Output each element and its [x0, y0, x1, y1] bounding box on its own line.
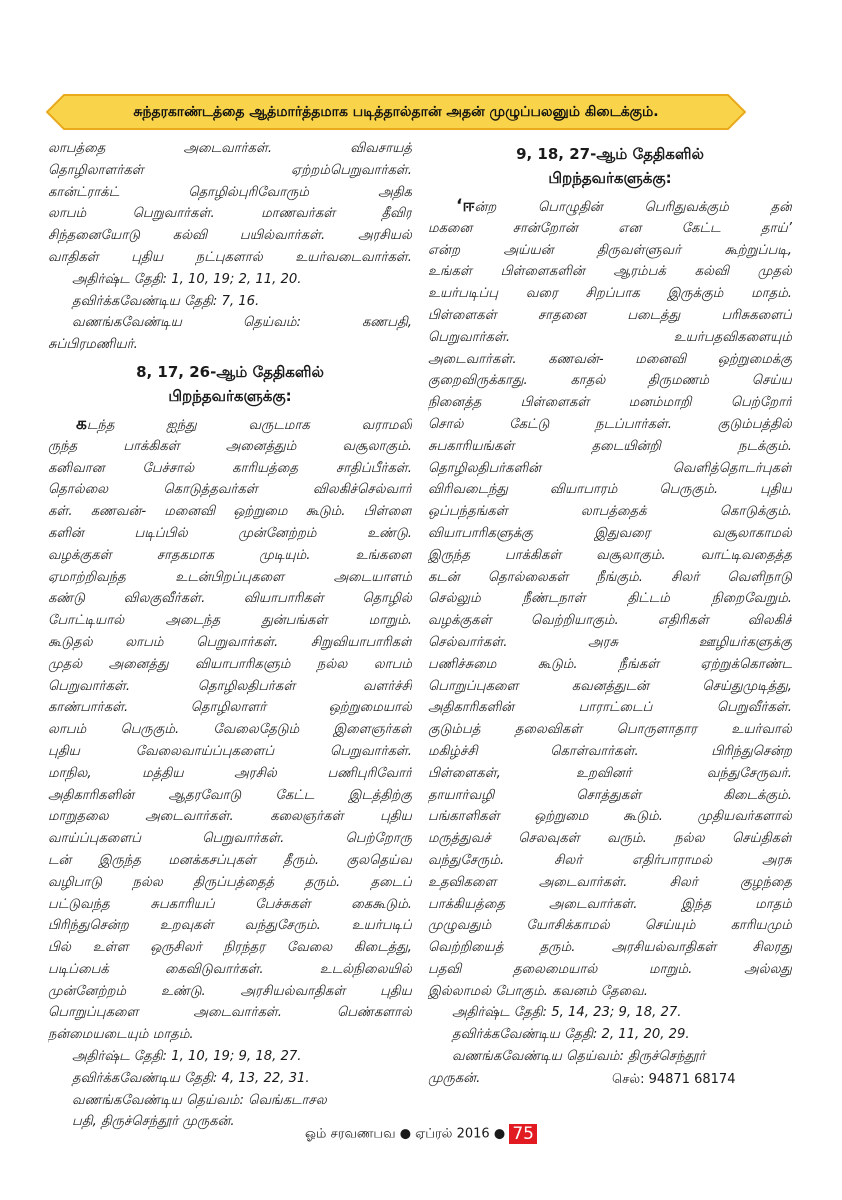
info-line: தவிர்க்கவேண்டிய தேதி: 7, 16. [72, 293, 260, 309]
heading-line: பிறந்தவர்களுக்கு: [168, 386, 292, 405]
line-text: பட்டுவந்த சுபகாரியப் பேச்சுகள் கைகூடும். [48, 896, 412, 912]
text-line [48, 1002, 412, 1024]
text-line: வாதிகள் புதிய நட்புகளால் உயர்வடைவார்கள். [48, 249, 412, 265]
text-line [48, 959, 412, 981]
text-line [48, 479, 412, 501]
line-text: பதவி தலைமையால் மாறும். அல்லது [428, 961, 792, 977]
line-text: வழக்குகள் சாதகமாக முடியும். உங்களை [48, 547, 412, 563]
right-column [428, 138, 792, 1090]
info-line: பதி, திருச்செந்தூர் முருகன். [72, 1114, 235, 1130]
info-line: வணங்கவேண்டிய தெய்வம்: திருச்செந்தூர் [452, 1049, 706, 1065]
line-text: டந்த ஐந்து வருடமாக வராமலி [86, 417, 412, 433]
text-line [48, 719, 412, 741]
text-line [48, 588, 412, 610]
text-line [428, 894, 792, 916]
line-text: ன்ற பொழுதின் பெரிதுவக்கும் தன் [474, 200, 792, 215]
line-text: இருந்த பாக்கிகள் வசூலாகும். வாட்டிவதைத்த [428, 547, 792, 563]
line-text: உதவிகளை அடைவார்கள். சிலர் குழந்தை [428, 874, 792, 890]
line-text: கண்டு விலகுவீர்கள். வியாபாரிகள் தொழில் [48, 591, 412, 607]
text-line [428, 719, 792, 741]
text-line [48, 676, 412, 698]
text-line [428, 676, 792, 698]
line-text: முன்னேற்றம் உண்டு. அரசியல்வாதிகள் புதிய [48, 983, 412, 999]
line-text: படிப்பைக் கைவிடுவார்கள். உடல்நிலையில் [48, 961, 412, 977]
info-line: சுப்பிரமணியர். [48, 337, 138, 353]
text-line [428, 458, 792, 480]
line-text: கனிவான பேச்சால் காரியத்தை சாதிப்பீர்கள். [48, 460, 412, 476]
line-text: முதல் அனைத்து வியாபாரிகளும் நல்ல லாபம் [48, 656, 412, 672]
magazine-name: ஓம் சரவணபவ [305, 1126, 396, 1142]
heading-line: 8, 17, 26-ஆம் தேதிகளில் [136, 362, 324, 381]
text-line [428, 349, 792, 371]
text-line [48, 610, 412, 632]
line-text: விரிவடைந்து வியாபாரம் பெருகும். புதிய [428, 482, 792, 498]
text-line [428, 196, 792, 218]
text-line [48, 806, 412, 828]
text-line [428, 828, 792, 850]
contact-phone: செல்: 94871 68174 [612, 1072, 736, 1087]
line-text: போட்டியால் அடைந்த துன்பங்கள் மாறும். [48, 613, 412, 629]
text-line [428, 327, 792, 349]
text-line [48, 458, 412, 480]
text-line [428, 763, 792, 785]
heading-line: 9, 18, 27-ஆம் தேதிகளில் [516, 145, 704, 163]
text-line [48, 501, 412, 523]
line-text: மகனை சான்றோன் என கேட்ட தாய்’ [428, 220, 792, 236]
top-banner [46, 94, 746, 130]
line-text: புதிய வேலைவாய்ப்புகளைப் பெறுவார்கள். [48, 743, 412, 759]
text-line [428, 785, 792, 807]
text-line [428, 610, 792, 632]
section-heading [428, 142, 792, 190]
text-line [428, 479, 792, 501]
text-line [48, 828, 412, 850]
text-line [428, 240, 792, 262]
line-text: டன் இருந்த மனக்கசப்புகள் தீரும். குலதெய்வ [48, 852, 412, 868]
text-line [48, 981, 412, 1003]
text-line: சிந்தனையோடு கல்வி பயில்வார்கள். அரசியல் [48, 228, 412, 244]
text-line [428, 305, 792, 327]
line-text: களின் படிப்பில் முன்னேற்றம் உண்டு. [48, 525, 412, 541]
line-text: வழக்குகள் வெற்றியாகும். எதிரிகள் விலகிச் [428, 613, 792, 629]
text-line [428, 850, 792, 872]
text-line [428, 915, 792, 937]
line-text: பில் உள்ள ஒருசிலர் நிரந்தர வேலை கிடைத்து, [48, 940, 412, 956]
text-line [48, 632, 412, 654]
line-text: தொழிலதிபர்களின் வெளித்தொடர்புகள் [428, 460, 792, 476]
text-line [428, 261, 792, 283]
line-text: நன்மையடையும் மாதம். [48, 1027, 194, 1043]
line-text: வந்துசேரும். சிலர் எதிர்பாராமல் அரசு [428, 852, 792, 868]
line-text: பங்காளிகள் ஒற்றுமை கூடும். முதியவர்களால் [428, 809, 792, 825]
line-text: பிள்ளைகள், உறவினர் வந்துசேருவர். [428, 765, 792, 781]
line-text: என்ற அய்யன் திருவள்ளுவர் கூற்றுப்படி, [428, 242, 792, 258]
bullet: ● [399, 1126, 412, 1142]
line-text: உங்கள் பிள்ளைகளின் ஆரம்பக் கல்வி முதல் [428, 264, 792, 280]
info-line: அதிர்ஷ்ட தேதி: 1, 10, 19; 2, 11, 20. [72, 271, 302, 287]
line-text: நினைத்த பிள்ளைகள் மனம்மாறி பெற்றோர் [428, 395, 792, 411]
line-text: சுபகாரியங்கள் தடையின்றி நடக்கும். [428, 438, 792, 454]
info-line: முருகன். [428, 1070, 481, 1086]
line-text: கடன் தொல்லைகள் நீங்கும். சிலர் வெளிநாடு [428, 569, 792, 585]
drop-letter: க [76, 413, 87, 434]
banner-text: சுந்தரகாண்டத்தை ஆத்மார்த்தமாக படித்தால்தான் அதன் முழுப்பலனும் கிடைக்கும். [133, 104, 659, 120]
page-number: 75 [509, 1124, 537, 1144]
line-text: அதிகாரிகளின் பாராட்டைப் பெறுவீர்கள். [428, 700, 792, 716]
drop-letter: ஈ [462, 196, 475, 216]
line-text: உயர்படிப்பு வரை சிறப்பாக இருக்கும் மாதம். [428, 286, 792, 302]
text-line [48, 741, 412, 763]
text-line [48, 937, 412, 959]
line-text: அதிகாரிகளின் ஆதரவோடு கேட்ட இடத்திற்கு [48, 787, 412, 803]
info-line: அதிர்ஷ்ட தேதி: 1, 10, 19; 9, 18, 27. [72, 1049, 302, 1065]
line-text: பொறுப்புகளை அடைவார்கள். பெண்களால் [48, 1005, 412, 1021]
text-line [428, 414, 792, 436]
text-line [428, 218, 792, 240]
text-line [428, 697, 792, 719]
line-text: ஒப்பந்தங்கள் லாபத்தைக் கொடுக்கும். [428, 504, 792, 520]
line-text: பிள்ளைகள் சாதனை படைத்து பரிசுகளைப் [428, 307, 792, 323]
line-text: குறைவிருக்காது. காதல் திருமணம் செய்ய [428, 373, 792, 389]
text-line [48, 414, 412, 436]
line-text: முழுவதும் யோசிக்காமல் செய்யும் காரியமும் [428, 918, 792, 934]
text-line [48, 1024, 412, 1046]
heading-line: பிறந்தவர்களுக்கு: [548, 169, 672, 187]
quote-mark: ‘ [456, 196, 463, 216]
line-text: பணிச்சுமை கூடும். நீங்கள் ஏற்றுக்கொண்ட [428, 656, 792, 672]
text-line [48, 872, 412, 894]
line-text: கூடுதல் லாபம் பெறுவார்கள். சிறுவியாபாரிகள் [48, 634, 412, 650]
text-line [428, 370, 792, 392]
text-line [428, 632, 792, 654]
line-text: ருந்த பாக்கிகள் அனைத்தும் வசூலாகும். [48, 438, 412, 454]
text-line [48, 785, 412, 807]
line-text: தொல்லை கொடுத்தவர்கள் விலகிச்செல்வார் [48, 482, 412, 498]
text-line [428, 959, 792, 981]
line-text: வாய்ப்புகளைப் பெறுவார்கள். பெற்றோரு [48, 831, 412, 847]
line-text: செல்வார்கள். அரசு ஊழியர்களுக்கு [428, 634, 792, 650]
text-line [48, 763, 412, 785]
text-line [428, 545, 792, 567]
line-text: காண்பார்கள். தொழிலாளர் ஒற்றுமையால் [48, 700, 412, 716]
info-line: தவிர்க்கவேண்டிய தேதி: 2, 11, 20, 29. [452, 1027, 690, 1043]
line-text: மாறுதலை அடைவார்கள். கலைஞர்கள் புதிய [48, 809, 412, 825]
text-line [48, 654, 412, 676]
text-line: லாபத்தை அடைவார்கள். விவசாயத் [48, 141, 412, 156]
text-line [428, 567, 792, 589]
text-line [428, 523, 792, 545]
line-text: வெற்றியைத் தரும். அரசியல்வாதிகள் சிலரது [428, 940, 792, 956]
text-line [428, 588, 792, 610]
line-text: பொறுப்புகளை கவனத்துடன் செய்துமுடித்து, [428, 678, 792, 694]
text-line [428, 501, 792, 523]
text-line [428, 283, 792, 305]
text-line [48, 436, 412, 458]
text-line [48, 894, 412, 916]
line-text: ஏமாற்றிவந்த உடன்பிறப்புகளை அடையாளம் [48, 569, 412, 585]
line-text: பிரிந்துசென்ற உறவுகள் வந்துசேரும். உயர்படிப் [48, 918, 412, 934]
line-text: அடைவார்கள். கணவன்- மனைவி ஒற்றுமைக்கு [428, 351, 792, 367]
info-line: தவிர்க்கவேண்டிய தேதி: 4, 13, 22, 31. [72, 1070, 310, 1086]
text-line [428, 937, 792, 959]
text-line [428, 436, 792, 458]
line-text: பாக்கியத்தை அடைவார்கள். இந்த மாதம் [428, 896, 792, 912]
text-line: தொழிலாளர்கள் ஏற்றம்பெறுவார்கள். [48, 162, 412, 178]
info-line: வணங்கவேண்டிய தெய்வம்: கணபதி, [72, 315, 412, 331]
text-line [48, 850, 412, 872]
text-line [48, 915, 412, 937]
line-text: மகிழ்ச்சி கொள்வார்கள். பிரிந்துசென்ற [428, 743, 792, 759]
issue-date: ஏப்ரல் 2016 [415, 1126, 490, 1142]
info-line: அதிர்ஷ்ட தேதி: 5, 14, 23; 9, 18, 27. [452, 1005, 682, 1021]
text-line [48, 523, 412, 545]
line-text: சொல் கேட்டு நடப்பார்கள். குடும்பத்தில் [428, 416, 792, 432]
text-line [48, 567, 412, 589]
line-text: செல்லும் நீண்டநாள் திட்டம் நிறைவேறும். [428, 591, 792, 607]
line-text: பெறுவார்கள். உயர்பதவிகளையும் [428, 329, 792, 345]
line-text: குடும்பத் தலைவிகள் பொருளாதார உயர்வால் [428, 722, 792, 738]
line-text: தாயார்வழி சொத்துகள் கிடைக்கும். [428, 787, 792, 803]
text-line [428, 392, 792, 414]
line-text: லாபம் பெருகும். வேலைதேடும் இளைஞர்கள் [48, 722, 412, 738]
line-text: வழிபாடு நல்ல திருப்பத்தைத் தரும். தடைப் [48, 874, 412, 890]
text-line: கான்ட்ராக்ட் தொழில்புரிவோரும் அதிக [48, 184, 412, 200]
text-line [428, 654, 792, 676]
section-heading [48, 360, 412, 408]
text-line: லாபம் பெறுவார்கள். மாணவர்கள் தீவிர [48, 206, 412, 222]
page-footer [0, 1124, 842, 1144]
text-line [428, 806, 792, 828]
line-text: இல்லாமல் போகும். கவனம் தேவை. [428, 983, 648, 999]
text-line [428, 981, 792, 1003]
line-text: மாநில, மத்திய அரசில் பணிபுரிவோர் [48, 765, 412, 781]
line-text: மருத்துவச் செலவுகள் வரும். நல்ல செய்திகள் [428, 831, 792, 847]
text-line [48, 697, 412, 719]
text-line [428, 741, 792, 763]
line-text: வியாபாரிகளுக்கு இதுவரை வசூலாகாமல் [428, 525, 792, 541]
left-column [48, 138, 412, 1133]
text-line [428, 872, 792, 894]
text-line [48, 545, 412, 567]
bullet: ● [493, 1126, 506, 1142]
line-text: பெறுவார்கள். தொழிலதிபர்கள் வளர்ச்சி [48, 678, 412, 694]
info-line: வணங்கவேண்டிய தெய்வம்: வெங்கடாசல [72, 1092, 327, 1108]
line-text: கள். கணவன்- மனைவி ஒற்றுமை கூடும். பிள்ளை [48, 504, 412, 520]
